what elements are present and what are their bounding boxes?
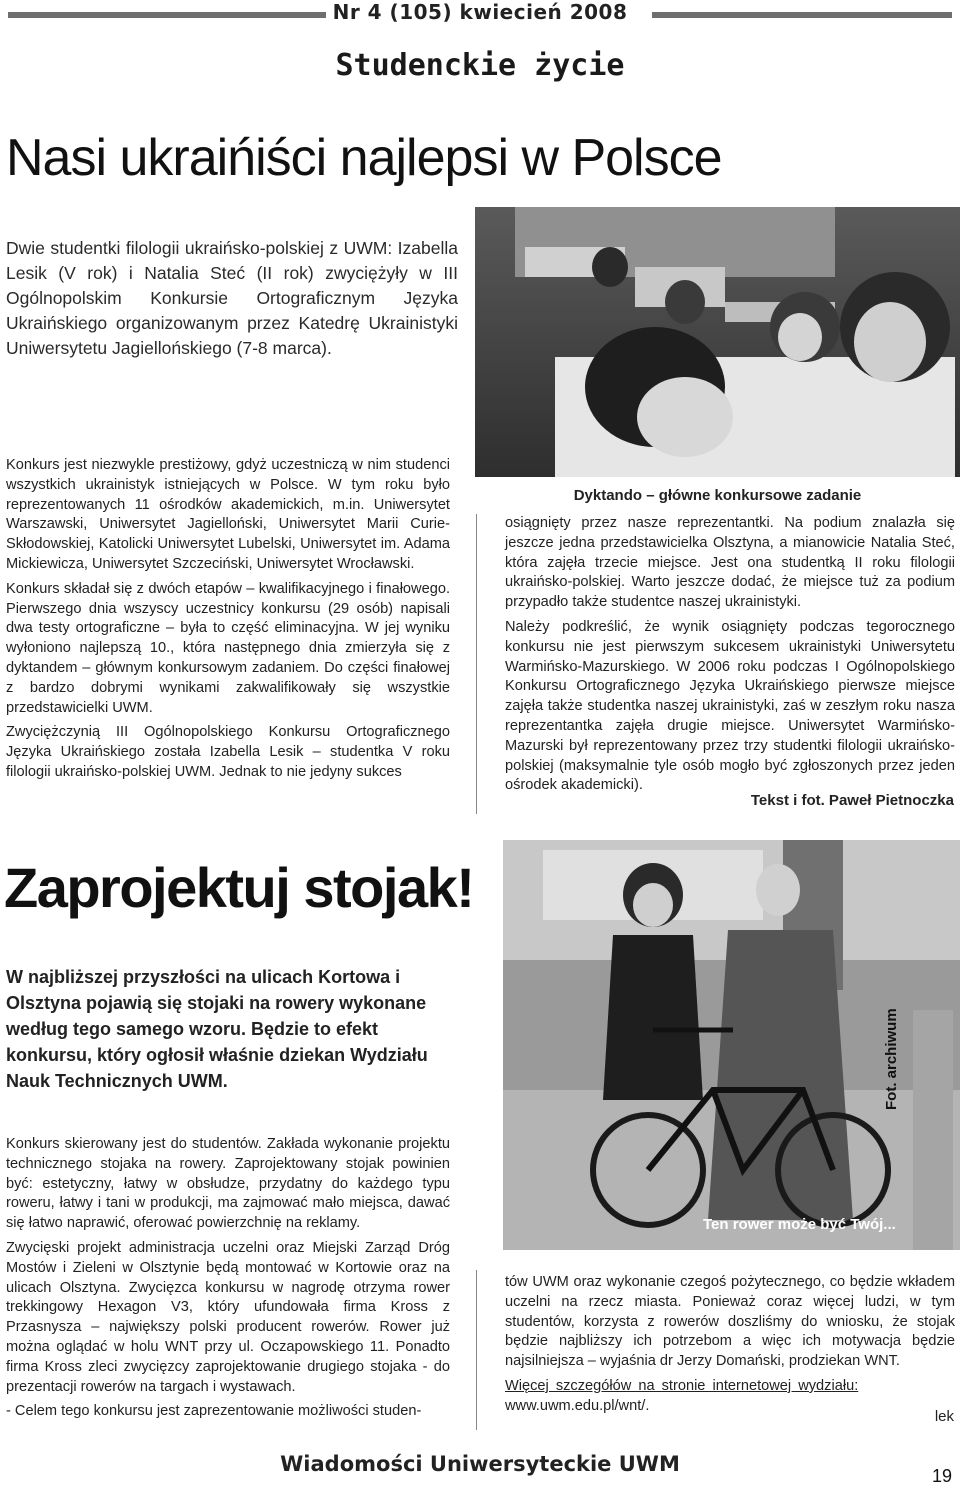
website-link[interactable]: www.uwm.edu.pl/wnt/. — [505, 1397, 650, 1414]
more-info-link[interactable]: Więcej szczegółów na stronie internetowej wydziału: — [505, 1377, 859, 1394]
article2-paragraph: tów UWM oraz wykonanie czegoś pożytecznego, co będzie wkładem uczelni na rzecz miasta. Ponieważ coraz więcej ludzi, w tym studentów, korzysta z rowerów doszliśmy do wniosku, że stojak będzie najbliższy ich potrzebom a więc ich motywacja będzie najsilniejsza – wyjaśnia dr Jerzy Domański, prodziekan WNT. — [505, 1274, 955, 1370]
article1-paragraph: Zwyciężczynią III Ogólnopolskiego Konkursu Ortograficznego Języka Ukraińskiego została Izabella Lesik – studentka V roku filologii ukraińsko-polskiej UWM. Jednak to nie jedyny sukces — [6, 724, 450, 780]
article2-right-column — [505, 1273, 955, 1417]
footer-publication: Wiadomości Uniwersyteckie UWM — [280, 1452, 680, 1476]
header-rule-right — [652, 12, 952, 18]
section-title: Studenckie życie — [335, 48, 625, 83]
article2-left-column — [6, 1135, 450, 1427]
classroom-photo-illustration — [475, 207, 960, 477]
article1-left-column — [6, 456, 450, 788]
article2-paragraph: Konkurs skierowany jest do studentów. Zakłada wykonanie projektu technicznego stojaka na rowery. Zaprojektowany stojak powinien być: estetyczny, łatwy w obsłudze, przydatny do każdego typu roweru, łatwy i tani w produkcji, ma zajmować mało miejsca, dawać się łatwo naprawić, oferować powierzchnię na reklamy. — [6, 1136, 450, 1232]
article1-paragraph: osiągnięty przez nasze reprezentantki. Na podium znalazła się jeszcze jedna przedstawicielka Olsztyna, a mianowicie Natalia Steć, która zajęła trzecie miejsce. Jest ona studentką II roku filologii ukraińsko-polskiej. Warto jeszcze dodać, że miejsce tuż za podium przypadło także studentce naszej ukrainistyki. — [505, 515, 955, 611]
article2-title: Zaprojektuj stojak! — [4, 856, 474, 919]
article2-photo — [503, 840, 960, 1250]
header-rule-left — [8, 12, 326, 18]
article1-photo-caption: Dyktando – główne konkursowe zadanie — [573, 487, 862, 504]
article1-paragraph: Konkurs jest niezwykle prestiżowy, gdyż uczestniczą w nim studenci wszystkich ukrainistyk istniejących w Polsce. W tym roku było reprezentowanych 11 ośrodków akademickich, m.in. Uniwersytet Warszawski, Uniwersytet Jagielloński, Uniwersytet Marii Curie-Skłodowskiej, Katolicki Uniwersytet Lubelski, Uniwersytet im. Adama Mickiewicza, Uniwersytet Szczeciński, Uniwersytet Wrocławski. — [6, 457, 450, 572]
column-divider — [476, 1270, 477, 1430]
issue-label: Nr 4 (105) kwiecień 2008 — [332, 0, 628, 24]
article1-photo — [475, 207, 960, 477]
article2-photo-caption: Ten rower może być Twój... — [703, 1216, 896, 1233]
photo-credit: Fot. archiwum — [883, 1008, 900, 1110]
article1-title: Nasi ukraińiści najlepsi w Polsce — [6, 129, 722, 187]
article1-lead: Dwie studentki filologii ukraińsko-polskiej z UWM: Izabella Lesik (V rok) i Natalia Steć (II rok) zwyciężyły w III Ogólnopolskim Konkursie Ortograficznym Języka Ukraińskiego organizowanym przez Katedrę Ukrainistyki Uniwersytetu Jagiellońskiego (7-8 marca). — [6, 238, 458, 358]
article2-paragraph: - Celem tego konkursu jest zaprezentowanie możliwości studen- — [6, 1403, 422, 1420]
column-divider — [476, 514, 477, 814]
article1-paragraph: Konkurs składał się z dwóch etapów – kwalifikacyjnego i finałowego. Pierwszego dnia wszyscy uczestnicy konkursu (29 osób) napisali dwa testy ortograficzne – była to część eliminacyjna. W jej wyniku wyłoniono najlepszą 10., która następnego dnia zmierzyła się z dyktandem – głównym konkursowym zadaniem. Do części finałowej z bardzo dobrymi wynikami zakwalifikowały się wszystkie przedstawicielki UWM. — [6, 580, 450, 716]
article1-paragraph: Należy podkreślić, że wynik osiągnięty podczas tegorocznego konkursu nie jest pierwszym sukcesem ukrainistyki Uniwersytetu Warmińsko-Mazurskiego. W 2006 roku podczas I Ogólnopolskiego Konkursu Ortograficznego Języka Ukraińskiego pierwsze miejsce zajęła także studentka naszej ukrainistyki, zaś w zeszłym roku nasza reprezentantka zajęła drugie miejsce. Uniwersytet Warmińsko-Mazurski był reprezentowany przez trzy studentki filologii ukraińsko-polskiej (maksymalnie tyle osób mogło być zgłoszonych przez jeden ośrodek akademicki). — [505, 618, 955, 794]
article1-signature: Tekst i fot. Paweł Pietnoczka — [750, 792, 954, 809]
article1-right-column — [505, 514, 955, 801]
page-number: 19 — [931, 1466, 952, 1486]
article2-paragraph: Zwycięski projekt administracja uczelni oraz Miejski Zarząd Dróg Mostów i Zieleni w Olsztynie będą montować w Kortowie oraz na ulicach Olsztyna. Zwycięzca konkursu w nagrodę otrzyma rower trekkingowy Hexagon V3, który ufundowała firma Kross z Przasnysza – największy polski producent rowerów. Rower już można oglądać w holu WNT przy ul. Oczapowskiego 11. Ponadto firma Kross zleci zwycięzcy zaprojektowanie drugiego stojaka - do prezentacji rowerów na targach i wystawach. — [6, 1239, 450, 1395]
article2-signature: lek — [934, 1408, 954, 1425]
article2-lead: W najbliższej przyszłości na ulicach Kortowa i Olsztyna pojawią się stojaki na rowery wykonane według tego samego wzoru. Będzie to efekt konkursu, który ogłosił właśnie dziekan Wydziału Nauk Technicznych UWM. — [6, 967, 428, 1091]
